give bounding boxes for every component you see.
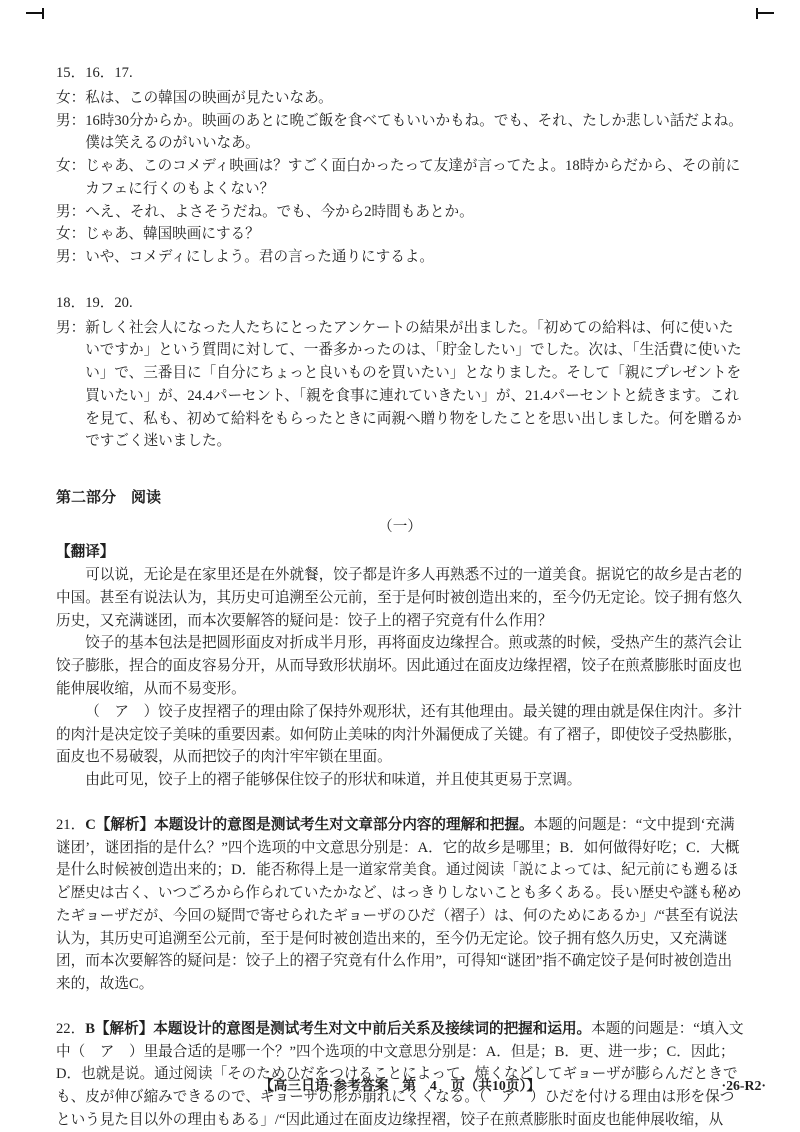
answer-item-21 — [56, 814, 744, 996]
speaker-label: 男： — [56, 249, 86, 266]
dialog-text: じゃあ、韓国映画にする？ — [85, 226, 260, 243]
listening-group1-dialog — [56, 87, 744, 269]
part-label: （一） — [378, 518, 422, 535]
listening-group2-dialog — [56, 317, 744, 454]
dialog-text: へえ、それ、よさそうだね。でも、今から2時間もあとか。 — [85, 203, 474, 220]
answer-bold-lead: C【解析】本题设计的意图是测试考生对文章部分内容的理解和把握。 — [85, 816, 534, 833]
speaker-label: 女： — [56, 158, 86, 175]
speaker-label: 男： — [56, 319, 86, 336]
dialog-line — [56, 317, 744, 454]
speaker-label: 女： — [56, 226, 86, 243]
dialog-line — [56, 87, 744, 110]
dialog-line — [56, 223, 744, 246]
dialog-line — [56, 201, 744, 224]
translation-paragraph: 由此可见，饺子上的褶子能够保住饺子的形状和味道，并且使其更易于烹调。 — [85, 772, 582, 789]
translation-label: 【翻译】 — [56, 544, 115, 561]
section-title: 第二部分 阅读 — [56, 490, 162, 507]
answer-body: 本题的问题是：“文中提到‘充满谜团’，谜团指的是什么？”四个选项的中文意思分别是：A．它的故乡是哪里；B．如何做得好吃；C．大概是什么时候被创造出来的；D．能否称得上是一道家常美食。通过阅读「説によっては、紀元前にも遡るほど歴史は古く、いつごろから作られていたかなど、はっきりしないことも多くある。長い歴史や謎も秘めたギョーザだが、今回の疑問で寄せられたギョーザのひだ（褶子）は、何のためにあるか」/“甚至有说法认为，其历史可追溯至公元前，至于是何时被创造出来的，至今仍无定论。饺子拥有悠久历史，又充满谜团，而本次要解答的疑问是：饺子上的褶子究竟有什么作用”，可得知“谜团”指不确定饺子是何时被创造出来的，故选C。 — [56, 816, 742, 993]
dialog-line — [56, 155, 744, 201]
answer-bold-lead: B【解析】本题设计的意图是测试考生对文中前后关系及接续词的把握和运用。 — [85, 1020, 592, 1037]
footer-right-code: ·26-R2· — [721, 1078, 766, 1094]
dialog-text: じゃあ、このコメディ映画は？すごく面白かったって友達が言ってたよ。18時からだから、その前にカフェに行くのもよくない？ — [85, 158, 741, 197]
translation-paragraph: （ ア ）饺子皮捏褶子的理由除了保持外观形状，还有其他理由。最关键的理由就是保住肉汁。多汁的肉汁是决定饺子美味的重要因素。如何防止美味的肉汁外漏便成了关键。有了褶子，即使饺子受热膨胀，面皮也不易破裂，从而把饺子的肉汁牢牢锁在里面。 — [56, 703, 742, 766]
dialog-text: いや、コメディにしよう。君の言った通りにするよ。 — [85, 249, 434, 266]
dialog-text: 新しく社会人になった人たちにとったアンケートの結果が出ました。「初めての給料は、何に使いたいですか」という質問に対して、一番多かったのは、「貯金したい」でした。次は、「生活費に使いたい」で、三番目に「自分にちょっと良いものを買いたい」となりました。そして「親にプレゼントを買いたい」が、24.4パーセント、「親を食事に連れていきたい」が、21.4パーセントと続きます。これを見て、私も、初めて給料をもらったときに両親へ贈り物をしたことを思い出しました。何を贈るかですごく迷いました。 — [85, 319, 742, 450]
dialog-text: 16時30分からか。映画のあとに晩ご飯を食べてもいいかもね。でも、それ、たしか悲しい話だよね。僕は笑えるのがいいなあ。 — [85, 112, 743, 152]
crop-mark-right — [754, 8, 774, 20]
speaker-label: 男： — [56, 203, 86, 220]
translation-paragraph: 饺子的基本包法是把圆形面皮对折成半月形，再将面皮边缘捏合。煎或蒸的时候，受热产生的蒸汽会让饺子膨胀，捏合的面皮容易分开，从而导致形状崩坏。因此通过在面皮边缘捏褶，饺子在煎煮膨胀时面皮也能伸展收缩，从而不易变形。 — [56, 635, 742, 697]
translation-paragraph: 可以说，无论是在家里还是在外就餐，饺子都是许多人再熟悉不过的一道美食。据说它的故乡是古老的中国。甚至有说法认为，其历史可追溯至公元前，至于是何时被创造出来的，至今仍无定论。饺子拥有悠久历史，又充满谜团，而本次要解答的疑问是：饺子上的褶子究竟有什么作用？ — [56, 567, 742, 629]
listening-group2-heading: 18．19．20. — [56, 294, 133, 311]
answer-number: 22． — [56, 1020, 86, 1037]
dialog-line — [56, 246, 744, 269]
page-footer — [0, 1075, 800, 1097]
dialog-line — [56, 110, 744, 156]
answer-number: 21． — [56, 816, 86, 833]
dialog-text: 私は、この韓国の映画が見たいなあ。 — [85, 89, 333, 106]
speaker-label: 男： — [56, 112, 86, 129]
crop-mark-left — [26, 8, 46, 20]
answer-body: 本题的问题是：“填入文中（ ア ）里最合适的是哪一个？”四个选项的中文意思分别是：A．但是；B．更、进一步；C．因此；D．也就是说。通过阅读「そのためひだをつけることによって、焼くなどしてギョーザが膨らんだときでも、皮が伸び縮みできるので、ギョーザの形が崩れにくくなる。（ ア ）ひだを付ける理由は形を保つという見た目以外の理由もある」/“因此通过在面皮边缘捏褶，饺子在煎煮膨胀时面皮也能伸展收缩，从 — [56, 1020, 744, 1129]
listening-group1-heading: 15．16．17. — [56, 65, 133, 81]
speaker-label: 女： — [56, 89, 86, 106]
footer-center-text: 【高三日语·参考答案 第 4 页（共10页）】 — [259, 1078, 541, 1094]
